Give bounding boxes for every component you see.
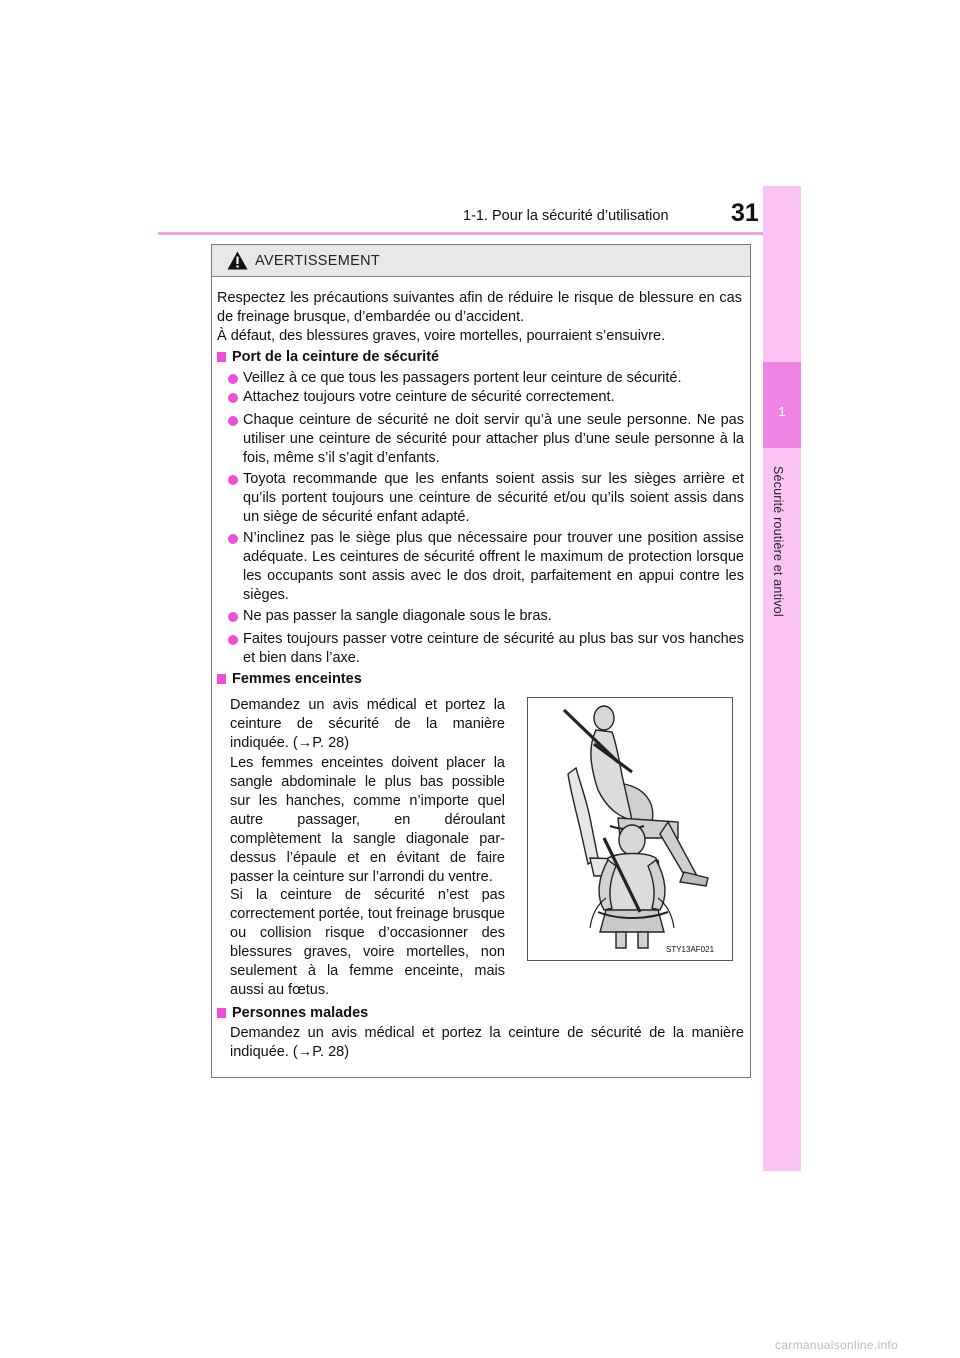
bullet-dot — [228, 534, 238, 544]
warning-intro: Respectez les précautions suivantes afin de réduire le risque de blessure en cas de freinage brusque, d’embardée ou d’accident. — [217, 290, 742, 325]
bullet-dot — [228, 475, 238, 485]
section-heading-ill: Personnes malades — [232, 1005, 369, 1021]
figure-code: STY13AF021 — [666, 945, 715, 954]
ill-paragraph: Demandez un avis médical et portez la ceinture de sécurité de la manière indiquée. (→P. 28) — [230, 1025, 744, 1060]
chapter-number: 1 — [778, 404, 786, 419]
pregnant-paragraph: Demandez un avis médical et portez la ceinture de sécurité de la manière indiquée. (→P. 28) — [230, 697, 505, 751]
bullet-text: Ne pas passer la sangle diagonale sous le bras. — [243, 608, 552, 624]
header-divider — [158, 232, 800, 235]
bullet-text: Attachez toujours votre ceinture de sécurité correctement. — [243, 389, 615, 405]
bullet-text: Faites toujours passer votre ceinture de sécurité au plus bas sur vos hanches et bien dans l’axe. — [243, 631, 744, 666]
section-square-bullet — [217, 1008, 226, 1018]
warning-triangle-icon — [227, 251, 248, 270]
section-square-bullet — [217, 352, 226, 362]
page-number: 31 — [731, 199, 759, 227]
bullet-dot — [228, 393, 238, 403]
pregnant-paragraph: Les femmes enceintes doivent placer la sangle abdominale le plus bas possible sur les hanches, comme n’importe quel autre passager, en déroulant complètement la sangle diagonale par-dessus l’épaule et en évitant de faire passer la ceinture sur l’arrondi du ventre. — [230, 755, 505, 885]
warning-header — [212, 245, 750, 277]
section-square-bullet — [217, 674, 226, 684]
bullet-dot — [228, 635, 238, 645]
section-title: 1-1. Pour la sécurité d’utilisation — [463, 208, 669, 224]
warning-consequence: À défaut, des blessures graves, voire mortelles, pourraient s’ensuivre. — [217, 328, 666, 344]
bullet-text: Chaque ceinture de sécurité ne doit servir qu’à une seule personne. Ne pas utiliser une ceinture de sécurité pour attacher plus d’une seule personne à la fois, même s’il s’agit d’enfants. — [243, 412, 744, 466]
bullet-text: Toyota recommande que les enfants soient assis sur les sièges arrière et qu’ils portent toujours une ceinture de sécurité et/ou qu’ils soient assis dans un siège de sécurité enfant adapté. — [243, 471, 744, 525]
pregnant-paragraph: Si la ceinture de sécurité n’est pas correctement portée, tout freinage brusque ou collision risque d’occasionner des blessures graves, voire mortelles, non seulement à la femme enceinte, mais aussi au fœtus. — [230, 887, 505, 998]
warning-title: AVERTISSEMENT — [255, 253, 381, 269]
bullet-text: N’inclinez pas le siège plus que nécessaire pour trouver une position assise adéquate. Les ceintures de sécurité offrent le maximum de protection lorsque les occupants sont assis avec le dos droit, parfaitement en appui contre les sièges. — [243, 530, 744, 603]
pregnant-seatbelt-illustration — [527, 697, 733, 961]
bullet-dot — [228, 416, 238, 426]
seatbelt-illustration-drawing — [528, 698, 732, 960]
section-heading-pregnant: Femmes enceintes — [232, 671, 362, 687]
watermark: carmanualsonline.info — [775, 1338, 899, 1352]
bullet-dot — [228, 374, 238, 384]
section-heading-seatbelt: Port de la ceinture de sécurité — [232, 349, 440, 365]
bullet-text: Veillez à ce que tous les passagers portent leur ceinture de sécurité. — [243, 370, 682, 386]
chapter-side-tab — [763, 186, 801, 1171]
chapter-title: Sécurité routière et antivol — [771, 466, 785, 617]
bullet-dot — [228, 612, 238, 622]
